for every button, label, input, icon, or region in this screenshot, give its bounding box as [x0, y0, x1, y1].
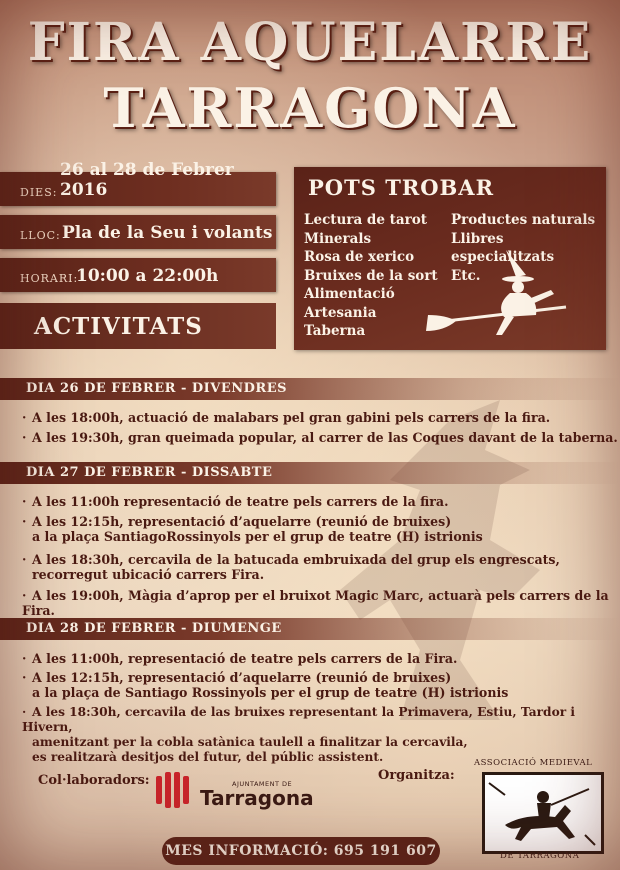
activity-item: · A les 19:30h, gran queimada popular, al carrer de las Coques davant de la taberna. [22, 430, 618, 445]
list-item: Etc. [451, 267, 481, 284]
list-item: Rosa de xerico [304, 249, 415, 265]
ajuntament-subtitle: AJUNTAMENT DE [232, 780, 293, 788]
activity-text: A les 11:00h, representació de teatre pels carrers de la Fira. [32, 651, 458, 666]
association-name-bottom: DE TARRAGONA [500, 851, 580, 861]
activity-text: A les 18:30h, cercavila de las bruixes representant la Primavera, Estiu, Tardor i Hivern, [22, 705, 576, 734]
day-header-label: DIA 27 DE FEBRER - DISSABTE [26, 465, 273, 480]
activity-item: · A les 18:30h, cercavila de la batucada embruixada del grup els engrescats, recorregut ubicació carrers Fira. [22, 552, 560, 582]
activity-item: · A les 11:00h, representació de teatre pels carrers de la Fira. [22, 651, 458, 666]
list-item: Lectura de tarot [304, 212, 427, 228]
day-header-2 [0, 462, 620, 484]
activity-item: · A les 19:00h, Màgia d’aprop per el bruixot Magic Marc, actuarà pels carrers de la Fira. [22, 588, 609, 618]
info-horari-bar [0, 258, 276, 292]
list-item: Productes naturals [451, 212, 596, 228]
collaboradors-label: Col·laboradors: [38, 773, 150, 788]
activity-item: · A les 18:30h, cercavila de las bruixes representant la Primavera, Estiu, Tardor i Hivern, amenitzant per la cobla satànica taulell a finalitzar la cercavila, es realitzarà desitjos del futur, del públic assistent. [22, 705, 620, 765]
activity-text: A les 18:30h, cercavila de la batucada embruixada del grup els engrescats, [32, 552, 560, 567]
day-header-1 [0, 378, 620, 400]
ajuntament-name: Tarragona [200, 786, 314, 810]
association-logo [482, 772, 604, 854]
list-item: Bruixes de la sort [304, 267, 438, 284]
dies-value: 26 al 28 de Febrer 2016 [60, 160, 234, 200]
horari-value: 10:00 a 22:00h [76, 266, 219, 286]
activity-text: A les 18:00h, actuació de malabars pel gran gabini pels carrers de la fira. [32, 410, 551, 425]
list-item: Alimentació [304, 286, 395, 302]
activity-text: A les 19:00h, Màgia d’aprop per el bruixot Magic Marc, actuarà pels carrers de la Fira. [22, 588, 609, 618]
activity-text: recorregut ubicació carrers Fira. [32, 567, 265, 582]
more-info-phone-banner: MES INFORMACIÓ: 695 191 607 [162, 837, 440, 865]
organitza-label: Organitza: [378, 768, 455, 783]
activity-text: amenitzant per la cobla satànica taulell a finalitzar la cercavila, [32, 735, 468, 749]
activitats-label: ACTIVITATS [34, 313, 203, 340]
activity-text: a la plaça SantiagoRossinyols per el grup de teatre (H) istrionis [32, 529, 483, 544]
activity-item: · A les 12:15h, representació d’aquelarre (reunió de bruixes) a la plaça de Santiago Rossinyols per el grup de teatre (H) istrionis [22, 670, 509, 700]
day-header-label: DIA 28 DE FEBRER - DIUMENGE [26, 621, 282, 636]
activitats-banner [0, 303, 276, 349]
pots-trobar-list-1 [304, 211, 438, 341]
activity-text: a la plaça de Santiago Rossinyols per el grup de teatre (H) istrionis [32, 685, 509, 700]
association-name-top: ASSOCIACIÓ MEDIEVAL [474, 758, 593, 768]
list-item: Artesania [304, 304, 377, 321]
poster-title-line1: FIRA AQUELARRE [27, 12, 593, 73]
witch-on-broom-icon [426, 245, 576, 340]
activity-text: A les 19:30h, gran queimada popular, al carrer de las Coques davant de la taberna. [32, 430, 618, 445]
horari-label: HORARI: [20, 272, 79, 285]
activity-item: · A les 12:15h, representació d’aquelarre (reunió de bruixes) a la plaça SantiagoRossinyols per el grup de teatre (H) istrionis [22, 514, 483, 544]
day-header-label: DIA 26 DE FEBRER - DIVENDRES [26, 381, 287, 396]
poster-title-line2: TARRAGONA [103, 76, 517, 140]
dies-label: DIES: [20, 186, 58, 199]
pots-trobar-panel [294, 167, 606, 350]
list-item: Taberna [304, 323, 366, 339]
activity-text: A les 12:15h, representació d’aquelarre (reunió de bruixes) [32, 670, 452, 685]
day-header-3 [0, 618, 620, 640]
knight-on-horse-icon [485, 775, 601, 851]
lloc-value: Pla de la Seu i volants [62, 223, 273, 243]
info-lloc-bar [0, 215, 276, 249]
list-item: Minerals [304, 230, 372, 247]
activity-text: es realitzarà desitjos del futur, del públic assistent. [32, 750, 384, 764]
lloc-label: LLOC: [20, 229, 61, 242]
activity-text: A les 11:00h representació de teatre pels carrers de la fira. [32, 494, 449, 509]
info-dies-bar [0, 160, 276, 206]
list-item: Llibres especialitzats [451, 230, 555, 265]
ajuntament-logo-icon [154, 772, 194, 808]
activity-text: A les 12:15h, representació d’aquelarre (reunió de bruixes) [32, 514, 452, 529]
activity-item: · A les 11:00h representació de teatre pels carrers de la fira. [22, 494, 449, 509]
activity-item: · A les 18:00h, actuació de malabars pel gran gabini pels carrers de la fira. [22, 410, 551, 425]
pots-trobar-title: POTS TROBAR [308, 175, 495, 200]
